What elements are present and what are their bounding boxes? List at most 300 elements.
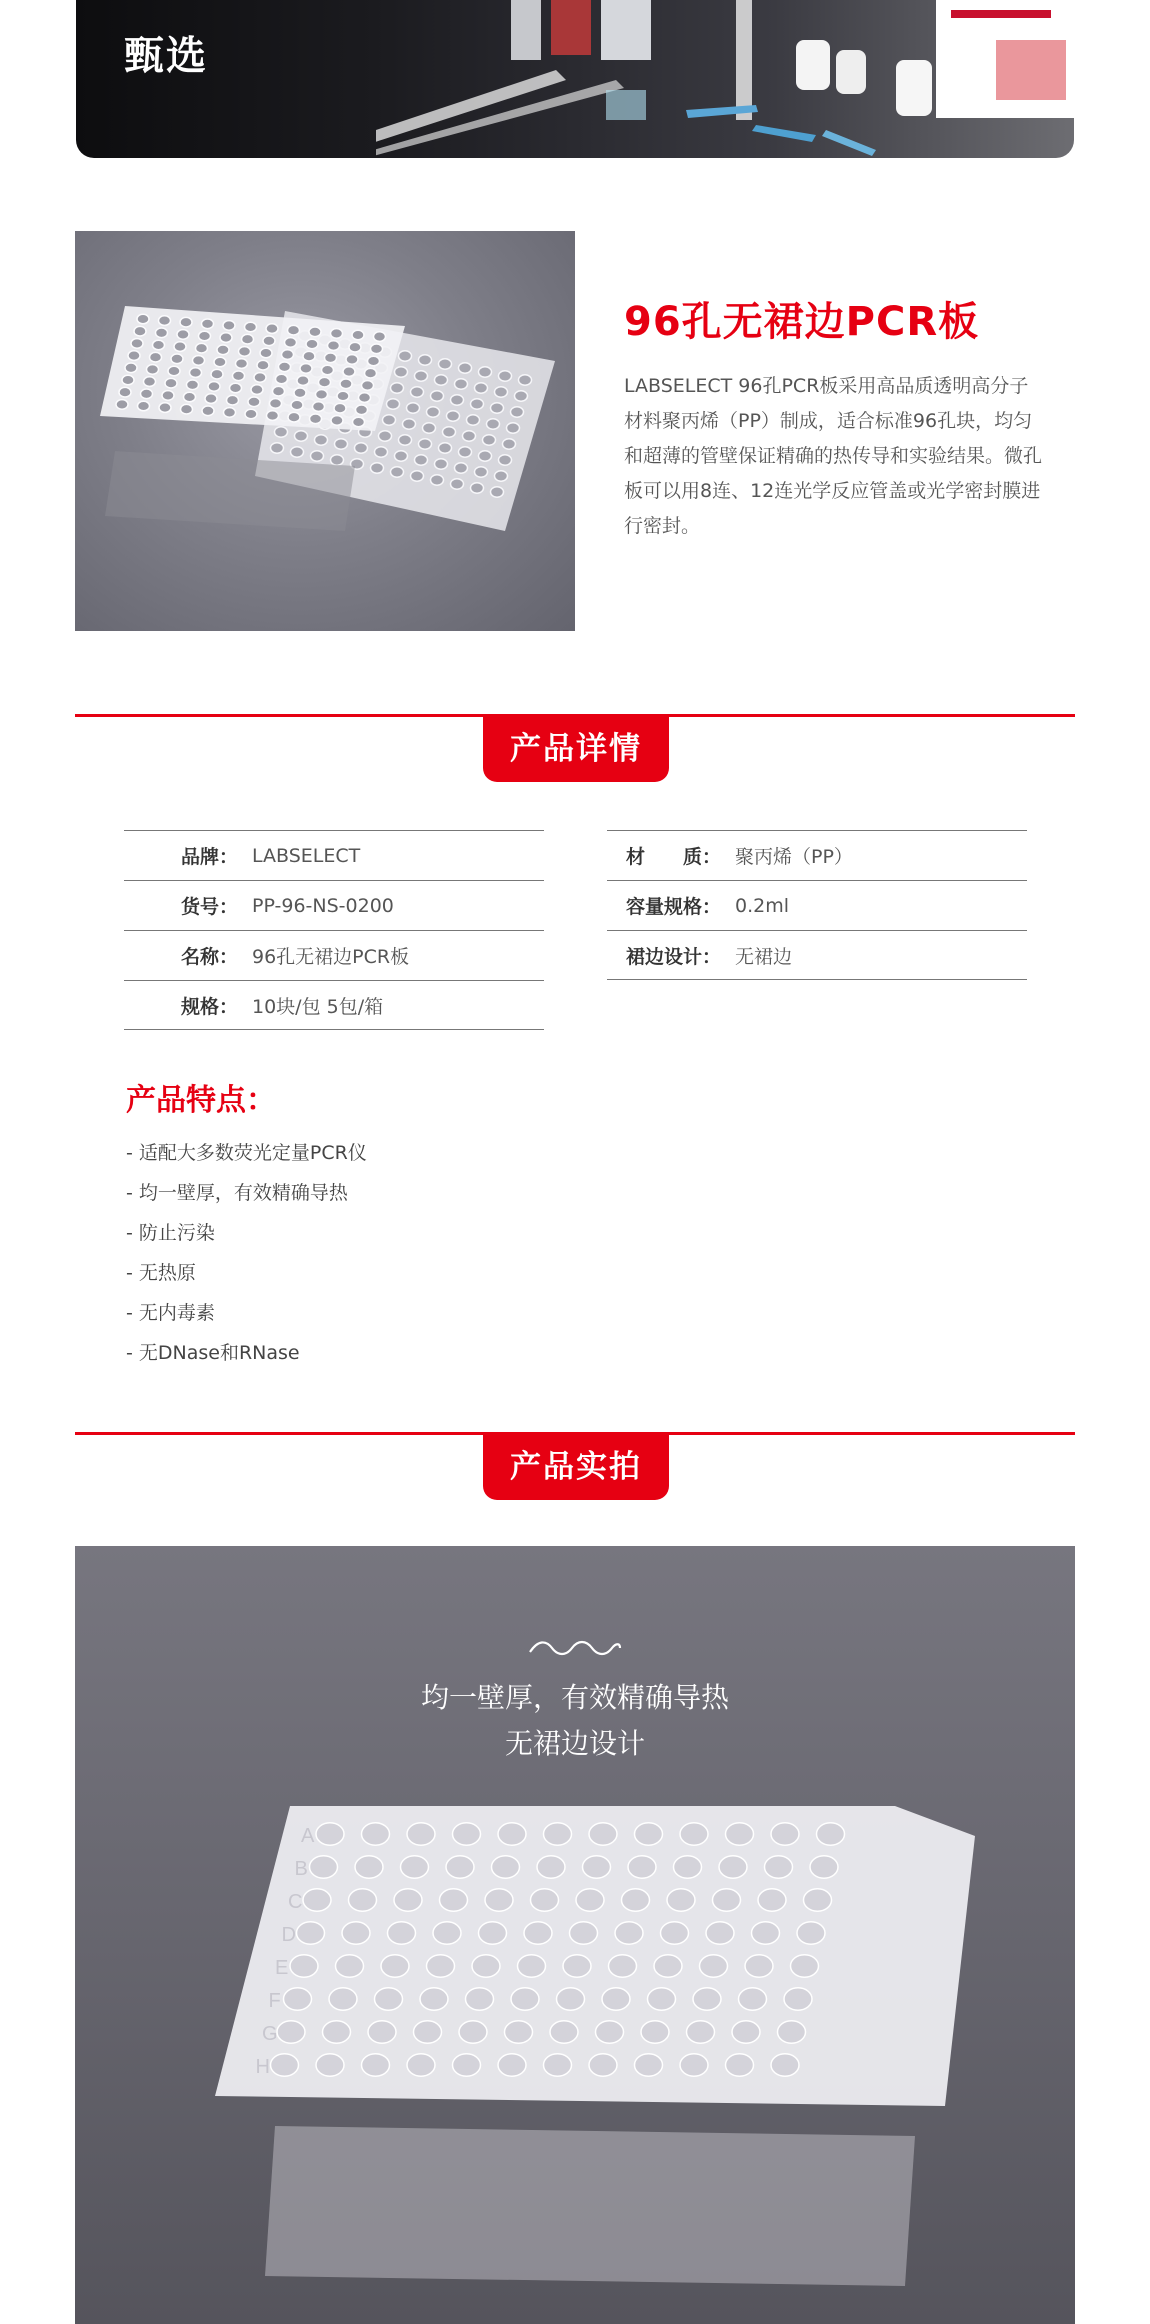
plate-well bbox=[205, 394, 217, 404]
plate-well bbox=[159, 403, 171, 413]
spec-row-packaging bbox=[124, 980, 544, 1030]
plate-well bbox=[687, 2021, 715, 2043]
plate-well bbox=[557, 1988, 585, 2010]
plate-well bbox=[291, 400, 303, 410]
plate-well bbox=[622, 1889, 650, 1911]
plate-well bbox=[260, 348, 272, 358]
plate-well bbox=[491, 487, 504, 497]
plate-well bbox=[362, 381, 374, 391]
plate-well bbox=[196, 343, 208, 353]
plate-well bbox=[352, 330, 364, 340]
plate-well bbox=[208, 382, 220, 392]
plate-well bbox=[609, 1955, 637, 1977]
plate-well bbox=[335, 439, 348, 449]
plate-well bbox=[193, 356, 205, 366]
plate-well bbox=[455, 463, 468, 473]
plate-well bbox=[399, 351, 412, 361]
plate-well bbox=[323, 2021, 351, 2043]
plate-well bbox=[391, 467, 404, 477]
plate-well bbox=[479, 1922, 507, 1944]
plate-well bbox=[648, 1988, 676, 2010]
spec-value: 无裙边 bbox=[735, 945, 793, 968]
plate-well bbox=[319, 377, 331, 387]
spec-value: 10块/包 5包/箱 bbox=[252, 995, 384, 1018]
plate-well bbox=[596, 2021, 624, 2043]
plate-well bbox=[349, 1889, 377, 1911]
plate-well bbox=[381, 1955, 409, 1977]
plate-well bbox=[242, 334, 254, 344]
plate-well bbox=[159, 316, 171, 326]
plate-well bbox=[271, 443, 284, 453]
spec-label: 容量规格： bbox=[625, 896, 721, 918]
plate-well bbox=[537, 1856, 565, 1878]
plate-well bbox=[485, 1889, 513, 1911]
plate-well bbox=[447, 411, 460, 421]
plate-well bbox=[415, 455, 428, 465]
spec-label: 裙边设计： bbox=[625, 945, 721, 968]
plate-well bbox=[505, 2021, 533, 2043]
list-item: - 无内毒素 bbox=[126, 1302, 215, 1324]
plate-well bbox=[415, 371, 428, 381]
plate-well bbox=[288, 412, 300, 422]
features-title: 产品特点： bbox=[126, 1083, 276, 1118]
plate-well bbox=[233, 371, 245, 381]
plate-well bbox=[297, 1922, 325, 1944]
plate-well bbox=[453, 1823, 481, 1845]
plate-well bbox=[700, 1955, 728, 1977]
plate-well bbox=[498, 2054, 526, 2076]
plate-well bbox=[455, 379, 468, 389]
plate-well bbox=[202, 319, 214, 329]
list-item: - 无热原 bbox=[126, 1262, 196, 1284]
plate-well bbox=[316, 2054, 344, 2076]
plate-well bbox=[331, 416, 343, 426]
plate-well bbox=[362, 2054, 390, 2076]
plate-well bbox=[407, 403, 420, 413]
pcr-plate-illustration bbox=[75, 1806, 1075, 2324]
spec-value: 聚丙烯（PP） bbox=[735, 846, 853, 868]
plate-well bbox=[395, 451, 408, 461]
plate-well bbox=[467, 415, 480, 425]
plate-well bbox=[303, 1889, 331, 1911]
plate-well bbox=[297, 376, 309, 386]
features-list bbox=[126, 1133, 367, 1373]
plate-well bbox=[503, 439, 516, 449]
plate-well bbox=[122, 375, 134, 385]
plate-row-letter: A bbox=[301, 1825, 315, 1847]
plate-well bbox=[726, 1823, 754, 1845]
plate-well bbox=[306, 339, 318, 349]
plate-well bbox=[177, 330, 189, 340]
plate-well bbox=[184, 392, 196, 402]
plate-well bbox=[451, 395, 464, 405]
plate-well bbox=[224, 408, 236, 418]
plate-well bbox=[440, 1889, 468, 1911]
section-heading-details: 产品详情 bbox=[483, 716, 669, 782]
plate-well bbox=[524, 1922, 552, 1944]
plate-well bbox=[128, 351, 140, 361]
spec-label: 材 质： bbox=[625, 846, 721, 868]
product-description: LABSELECT 96孔PCR板采用高品质透明高分子材料聚丙烯（PP）制成，适合标准96孔块，均匀和超薄的管壁保证精确的热传导和实验结果。微孔板可以用8连、12连光学反应管盖或光学密封膜进行密封。 bbox=[624, 375, 1043, 537]
plate-row-letter: D bbox=[281, 1924, 296, 1946]
plate-well bbox=[479, 367, 492, 377]
plate-well bbox=[399, 435, 412, 445]
plate-well bbox=[202, 406, 214, 416]
plate-well bbox=[472, 1955, 500, 1977]
plate-well bbox=[214, 357, 226, 367]
spec-table-right bbox=[607, 830, 1027, 980]
plate-well bbox=[491, 403, 504, 413]
plate-well bbox=[771, 1823, 799, 1845]
plate-well bbox=[180, 317, 192, 327]
plate-well bbox=[411, 387, 424, 397]
plate-well bbox=[165, 378, 177, 388]
plate-well bbox=[334, 403, 346, 413]
plate-well bbox=[515, 391, 528, 401]
plate-well bbox=[784, 1988, 812, 2010]
plate-well bbox=[288, 325, 300, 335]
plate-well bbox=[674, 1856, 702, 1878]
plate-well bbox=[276, 374, 288, 384]
plate-well bbox=[270, 399, 282, 409]
plate-well bbox=[511, 407, 524, 417]
plate-well bbox=[713, 1889, 741, 1911]
plate-well bbox=[379, 431, 392, 441]
plate-well bbox=[518, 1955, 546, 1977]
plate-well bbox=[371, 344, 383, 354]
plate-well bbox=[471, 399, 484, 409]
plate-well bbox=[349, 342, 361, 352]
product-title: 96孔无裙边PCR板 bbox=[624, 299, 980, 345]
brand-logo: 甄选 bbox=[124, 33, 208, 79]
plate-well bbox=[257, 360, 269, 370]
plate-well bbox=[550, 2021, 578, 2043]
spec-label: 货号： bbox=[180, 896, 238, 918]
plate-well bbox=[353, 417, 365, 427]
plate-well bbox=[150, 352, 162, 362]
plate-well bbox=[315, 435, 328, 445]
plate-well bbox=[423, 423, 436, 433]
plate-well bbox=[479, 451, 492, 461]
plate-well bbox=[431, 475, 444, 485]
plate-well bbox=[254, 373, 266, 383]
spec-label: 规格： bbox=[180, 995, 238, 1018]
plate-well bbox=[310, 1856, 338, 1878]
plate-well bbox=[362, 1823, 390, 1845]
plate-well bbox=[329, 1988, 357, 2010]
plate-well bbox=[439, 443, 452, 453]
plate-well bbox=[131, 339, 143, 349]
plate-well bbox=[495, 471, 508, 481]
plate-well bbox=[285, 338, 297, 348]
plate-well bbox=[300, 364, 312, 374]
plate-well bbox=[141, 389, 153, 399]
plate-row-letter: H bbox=[255, 2056, 270, 2078]
plate-well bbox=[245, 322, 257, 332]
plate-well bbox=[589, 1823, 617, 1845]
photo-caption-line2: 无裙边设计 bbox=[504, 1727, 645, 1760]
plate-well bbox=[531, 1889, 559, 1911]
plate-well bbox=[156, 328, 168, 338]
plate-well bbox=[414, 2021, 442, 2043]
plate-well bbox=[435, 459, 448, 469]
plate-well bbox=[331, 329, 343, 339]
plate-well bbox=[451, 479, 464, 489]
plate-well bbox=[487, 419, 500, 429]
plate-well bbox=[316, 390, 328, 400]
plate-well bbox=[483, 435, 496, 445]
plate-well bbox=[797, 1922, 825, 1944]
plate-well bbox=[220, 333, 232, 343]
plate-well bbox=[732, 2021, 760, 2043]
plate-well bbox=[134, 326, 146, 336]
plate-well bbox=[236, 359, 248, 369]
plate-well bbox=[411, 471, 424, 481]
plate-well bbox=[407, 1823, 435, 1845]
plate-well bbox=[810, 1856, 838, 1878]
plate-well bbox=[342, 1922, 370, 1944]
plate-well bbox=[791, 1955, 819, 1977]
plate-well bbox=[190, 368, 202, 378]
plate-well bbox=[719, 1856, 747, 1878]
plate-well bbox=[680, 1823, 708, 1845]
plate-well bbox=[804, 1889, 832, 1911]
plate-well bbox=[511, 1988, 539, 2010]
plate-well bbox=[322, 365, 334, 375]
plate-well bbox=[446, 1856, 474, 1878]
plate-well bbox=[375, 447, 388, 457]
plate-well bbox=[291, 447, 304, 457]
plate-well bbox=[371, 463, 384, 473]
section-heading-photos: 产品实拍 bbox=[483, 1434, 669, 1500]
plate-well bbox=[303, 351, 315, 361]
plate-well bbox=[313, 402, 325, 412]
plate-well bbox=[602, 1988, 630, 2010]
plate-well bbox=[435, 375, 448, 385]
plate-well bbox=[355, 443, 368, 453]
plate-well bbox=[311, 451, 324, 461]
plate-well bbox=[138, 401, 150, 411]
plate-row-letter: E bbox=[275, 1957, 289, 1979]
spec-label: 品牌： bbox=[180, 846, 238, 868]
plate-well bbox=[328, 341, 340, 351]
plate-well bbox=[466, 1988, 494, 2010]
plate-well bbox=[492, 1856, 520, 1878]
plate-well bbox=[284, 1988, 312, 2010]
plate-well bbox=[519, 375, 532, 385]
plate-well bbox=[295, 431, 308, 441]
spec-row-sku bbox=[124, 880, 544, 930]
plate-well bbox=[391, 383, 404, 393]
plate-well bbox=[427, 1955, 455, 1977]
plate-well bbox=[667, 1889, 695, 1911]
hero-banner bbox=[76, 0, 1074, 158]
plate-well bbox=[453, 2054, 481, 2076]
plate-well bbox=[475, 383, 488, 393]
plate-well bbox=[374, 332, 386, 342]
wave-ornament-icon bbox=[528, 1638, 622, 1658]
plate-well bbox=[325, 353, 337, 363]
plate-well bbox=[419, 439, 432, 449]
spec-value: PP-96-NS-0200 bbox=[252, 894, 394, 917]
spec-table-left bbox=[124, 830, 544, 1030]
plate-well bbox=[282, 350, 294, 360]
plate-well bbox=[628, 1856, 656, 1878]
plate-well bbox=[680, 2054, 708, 2076]
plate-well bbox=[279, 362, 291, 372]
plate-well bbox=[765, 1856, 793, 1878]
plate-well bbox=[147, 365, 159, 375]
plate-well bbox=[383, 415, 396, 425]
plate-well bbox=[340, 379, 352, 389]
plate-well bbox=[407, 2054, 435, 2076]
plate-well bbox=[346, 355, 358, 365]
plate-well bbox=[174, 342, 186, 352]
plate-well bbox=[459, 363, 472, 373]
plate-well bbox=[368, 2021, 396, 2043]
plate-row-letter: C bbox=[288, 1891, 303, 1913]
plate-well bbox=[576, 1889, 604, 1911]
plate-well bbox=[119, 387, 131, 397]
plate-well bbox=[459, 447, 472, 457]
plate-well bbox=[570, 1922, 598, 1944]
plate-well bbox=[359, 393, 371, 403]
plate-well bbox=[375, 1988, 403, 2010]
plate-well bbox=[116, 400, 128, 410]
plate-well bbox=[365, 368, 377, 378]
plate-well bbox=[368, 356, 380, 366]
plate-well bbox=[419, 355, 432, 365]
list-item: - 无DNase和RNase bbox=[126, 1342, 300, 1364]
plate-well bbox=[266, 324, 278, 334]
plate-well bbox=[263, 336, 275, 346]
plate-well bbox=[693, 1988, 721, 2010]
spec-row-material bbox=[607, 830, 1027, 880]
plate-well bbox=[459, 2021, 487, 2043]
plate-well bbox=[217, 345, 229, 355]
plate-well bbox=[248, 397, 260, 407]
plate-well bbox=[162, 391, 174, 401]
plate-well bbox=[654, 1955, 682, 1977]
plate-well bbox=[499, 455, 512, 465]
spec-value: 96孔无裙边PCR板 bbox=[252, 946, 410, 968]
plate-row-letter: B bbox=[294, 1858, 308, 1880]
plate-well bbox=[251, 385, 263, 395]
plate-well bbox=[395, 367, 408, 377]
plate-well bbox=[498, 1823, 526, 1845]
plate-well bbox=[641, 2021, 669, 2043]
plate-well bbox=[310, 414, 322, 424]
plate-well bbox=[187, 380, 199, 390]
plate-well bbox=[661, 1922, 689, 1944]
plate-well bbox=[817, 1823, 845, 1845]
plate-well bbox=[635, 2054, 663, 2076]
plate-well bbox=[563, 1955, 591, 1977]
spec-row-capacity bbox=[607, 880, 1027, 930]
plate-well bbox=[752, 1922, 780, 1944]
plate-well bbox=[420, 1988, 448, 2010]
plate-well bbox=[356, 405, 368, 415]
product-photo-panel bbox=[75, 1546, 1075, 2324]
plate-well bbox=[245, 409, 257, 419]
plate-well bbox=[403, 419, 416, 429]
photo-caption-line1: 均一壁厚，有效精确导热 bbox=[420, 1681, 729, 1714]
plate-well bbox=[309, 327, 321, 337]
plate-well bbox=[199, 331, 211, 341]
list-item: - 防止污染 bbox=[126, 1222, 215, 1244]
plate-well bbox=[275, 427, 288, 437]
plate-well bbox=[443, 427, 456, 437]
product-photo-pcr-plates bbox=[75, 231, 575, 631]
plate-well bbox=[331, 455, 344, 465]
plate-well bbox=[125, 363, 137, 373]
plate-well bbox=[544, 1823, 572, 1845]
list-item: - 适配大多数荧光定量PCR仪 bbox=[126, 1142, 367, 1164]
plate-well bbox=[316, 1823, 344, 1845]
plate-well bbox=[171, 354, 183, 364]
plate-well bbox=[239, 347, 251, 357]
plate-well bbox=[277, 2021, 305, 2043]
plate-well bbox=[181, 404, 193, 414]
plate-well bbox=[211, 369, 223, 379]
plate-well bbox=[137, 314, 149, 324]
plate-well bbox=[499, 371, 512, 381]
plate-well bbox=[433, 1922, 461, 1944]
plate-row-letter: G bbox=[262, 2023, 278, 2045]
spec-label: 名称： bbox=[180, 946, 238, 968]
plate-well bbox=[223, 321, 235, 331]
spec-value: 0.2ml bbox=[735, 894, 790, 917]
banner-product-illustration bbox=[376, 0, 1074, 158]
plate-well bbox=[495, 387, 508, 397]
plate-well bbox=[431, 391, 444, 401]
plate-well bbox=[290, 1955, 318, 1977]
plate-well bbox=[387, 399, 400, 409]
plate-well bbox=[427, 407, 440, 417]
plate-well bbox=[615, 1922, 643, 1944]
plate-well bbox=[153, 340, 165, 350]
plate-well bbox=[337, 391, 349, 401]
plate-well bbox=[726, 2054, 754, 2076]
plate-well bbox=[439, 359, 452, 369]
plate-well bbox=[507, 423, 520, 433]
spec-row-skirt bbox=[607, 930, 1027, 980]
plate-well bbox=[589, 2054, 617, 2076]
plate-well bbox=[271, 2054, 299, 2076]
plate-well bbox=[745, 1955, 773, 1977]
list-item: - 均一壁厚，有效精确导热 bbox=[126, 1182, 348, 1204]
plate-well bbox=[168, 366, 180, 376]
plate-well bbox=[401, 1856, 429, 1878]
plate-well bbox=[355, 1856, 383, 1878]
plate-well bbox=[230, 383, 242, 393]
plate-well bbox=[267, 411, 279, 421]
plate-well bbox=[388, 1922, 416, 1944]
spec-row-name bbox=[124, 930, 544, 980]
plate-well bbox=[294, 388, 306, 398]
plate-well bbox=[706, 1922, 734, 1944]
plate-well bbox=[227, 395, 239, 405]
plate-well bbox=[471, 483, 484, 493]
plate-well bbox=[758, 1889, 786, 1911]
plate-row-letter: F bbox=[268, 1990, 281, 2012]
plate-well bbox=[144, 377, 156, 387]
plate-well bbox=[544, 2054, 572, 2076]
plate-well bbox=[778, 2021, 806, 2043]
plate-well bbox=[394, 1889, 422, 1911]
plate-well bbox=[273, 386, 285, 396]
plate-well bbox=[463, 431, 476, 441]
